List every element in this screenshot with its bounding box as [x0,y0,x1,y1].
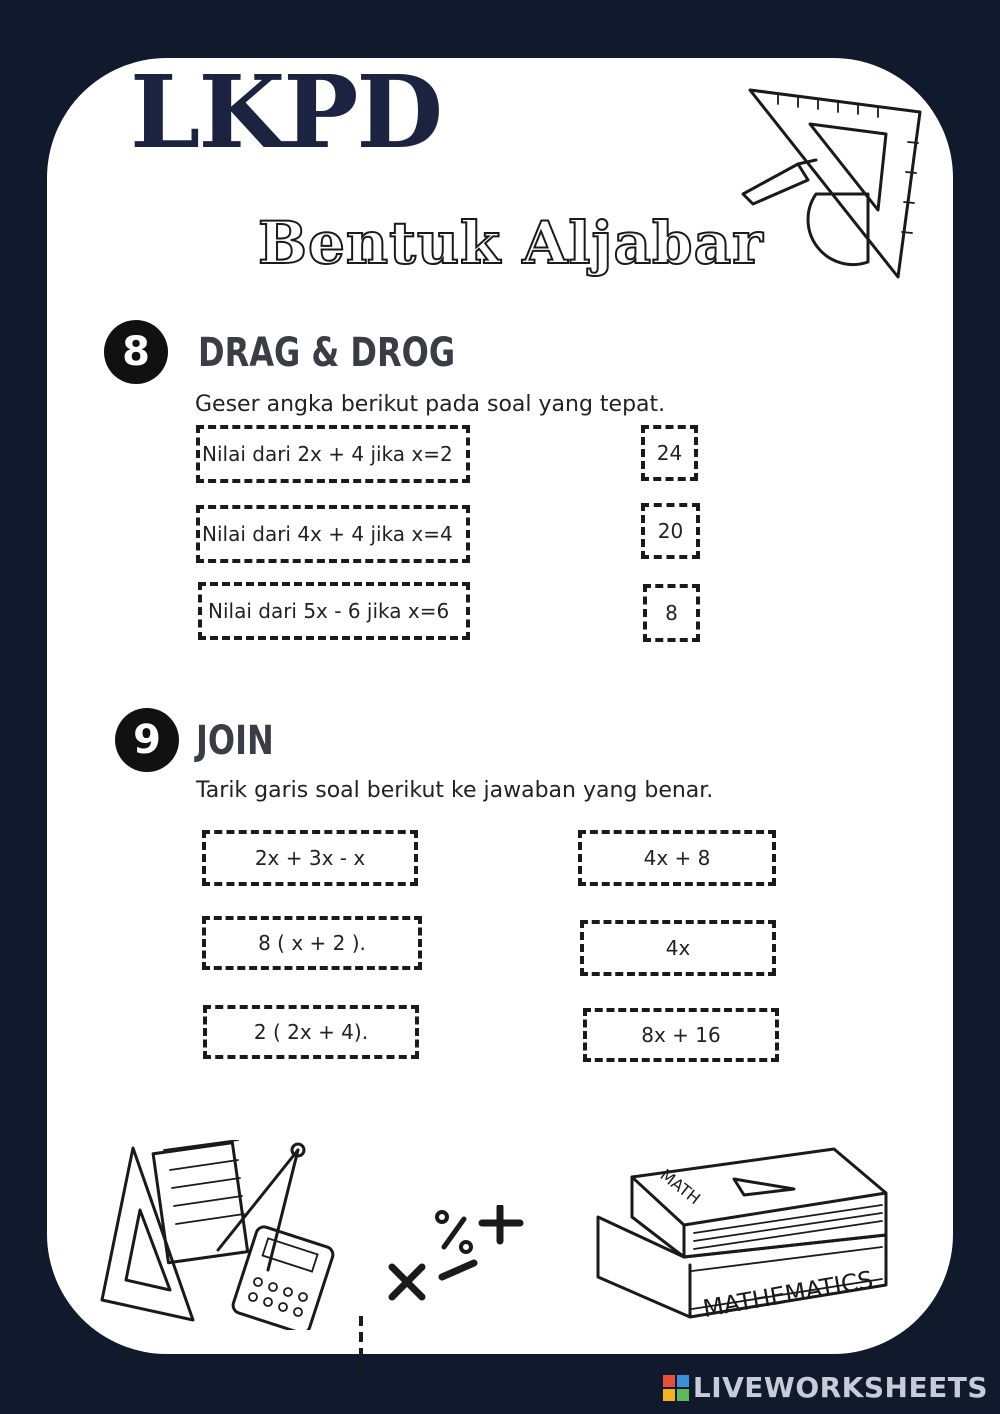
drag-answer-3[interactable]: 8 [643,584,700,642]
drag-answer-2[interactable]: 20 [641,503,700,559]
book-bottom-label: MATHEMATICS [700,1265,876,1324]
section-8-instruction: Geser angka berikut pada soal yang tepat. [195,392,666,417]
set-square-illustration [738,82,928,282]
drag-question-3[interactable]: Nilai dari 5x - 6 jika x=6 [198,582,470,640]
watermark-text: LIVEWORKSHEETS [692,1371,988,1404]
join-right-item-1[interactable]: 4x + 8 [578,830,776,886]
section-9-number: 9 [115,708,179,772]
books-illustration [594,1145,894,1325]
drag-question-1[interactable]: Nilai dari 2x + 4 jika x=2 [196,425,470,483]
section-9-instruction: Tarik garis soal berikut ke jawaban yang benar. [196,778,714,803]
join-left-item-3[interactable]: 2 ( 2x + 4). [203,1005,419,1059]
section-8-title: DRAG & DROG [198,330,456,376]
join-right-item-3[interactable]: 8x + 16 [583,1008,779,1062]
section-8-number: 8 [104,320,168,384]
cut-mark [356,1316,366,1376]
liveworksheets-logo-icon [663,1375,689,1401]
liveworksheets-watermark[interactable] [663,1371,988,1404]
section-9-title: JOIN [196,718,274,764]
stationery-illustration [98,1140,348,1330]
book-top-label: MATH [656,1165,704,1209]
drag-question-2[interactable]: Nilai dari 4x + 4 jika x=4 [196,505,470,563]
join-left-item-1[interactable]: 2x + 3x - x [202,830,418,886]
math-symbols-illustration [382,1205,532,1310]
logo-lkpd: LKPD [130,53,442,171]
join-left-item-2[interactable]: 8 ( x + 2 ). [202,916,422,970]
page-title: Bentuk Aljabar [258,209,764,277]
drag-answer-1[interactable]: 24 [641,425,698,481]
join-right-item-2[interactable]: 4x [580,920,776,976]
